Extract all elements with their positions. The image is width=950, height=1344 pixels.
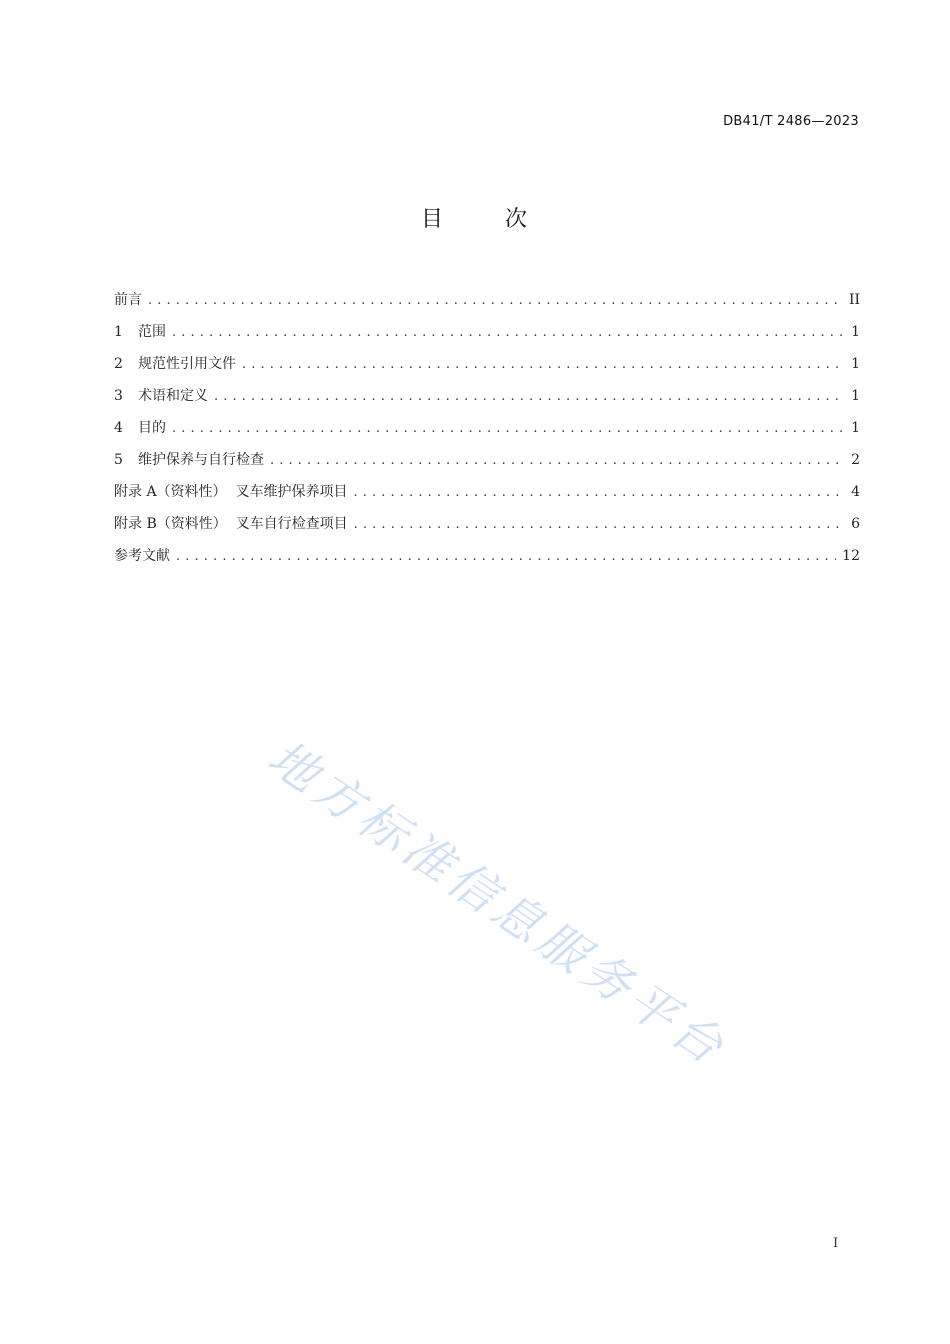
toc-entry-label: 规范性引用文件 [138,356,236,372]
toc-entry-page: II [848,292,860,308]
toc-dot-leader [242,357,844,372]
toc-entry-page: 1 [851,388,860,404]
toc-entry-appendix-a[interactable] [114,481,860,513]
toc-dot-leader [148,293,843,308]
table-of-contents [114,289,860,577]
toc-entry-terms-definitions[interactable] [114,385,860,417]
toc-entry-number: 5 [114,452,123,468]
toc-entry-number: 4 [114,420,123,436]
toc-entry-label: 附录 B（资料性） 叉车自行检查项目 [114,516,348,532]
toc-dot-leader [176,549,836,564]
page-title [0,202,950,233]
toc-entry-appendix-b[interactable] [114,513,860,545]
toc-dot-leader [270,453,844,468]
toc-entry-foreword[interactable] [114,289,860,321]
toc-dot-leader [172,421,844,436]
document-code: DB41/T 2486—2023 [723,114,859,129]
toc-entry-page: 1 [851,324,860,340]
toc-entry-normative-references[interactable] [114,353,860,385]
toc-entry-page: 6 [851,516,860,532]
toc-entry-page: 2 [851,452,860,468]
toc-entry-bibliography[interactable] [114,545,860,577]
toc-entry-scope[interactable] [114,321,860,353]
toc-entry-page: 1 [851,356,860,372]
toc-entry-page: 1 [851,420,860,436]
page-number: I [833,1236,839,1251]
page-title-char-1: 目 [420,207,445,232]
toc-entry-label: 前言 [114,292,142,308]
toc-dot-leader [214,389,844,404]
toc-entry-purpose[interactable] [114,417,860,449]
toc-entry-label: 附录 A（资料性） 叉车维护保养项目 [114,484,348,500]
toc-entry-page: 12 [842,548,860,564]
toc-entry-label: 范围 [138,324,166,340]
page-title-char-2: 次 [505,207,530,232]
toc-dot-leader [172,325,844,340]
toc-entry-maintenance-inspection[interactable] [114,449,860,481]
toc-entry-label: 参考文献 [114,548,170,564]
toc-dot-leader [353,485,844,500]
toc-dot-leader [354,517,844,532]
toc-entry-label: 维护保养与自行检查 [138,452,264,468]
toc-entry-label: 目的 [138,420,166,436]
watermark-text: 地方标准信息服务平台 [257,729,737,1078]
toc-entry-label: 术语和定义 [138,388,208,404]
toc-entry-number: 2 [114,356,123,372]
toc-entry-number: 1 [114,324,123,340]
toc-entry-number: 3 [114,388,123,404]
toc-entry-page: 4 [851,484,860,500]
